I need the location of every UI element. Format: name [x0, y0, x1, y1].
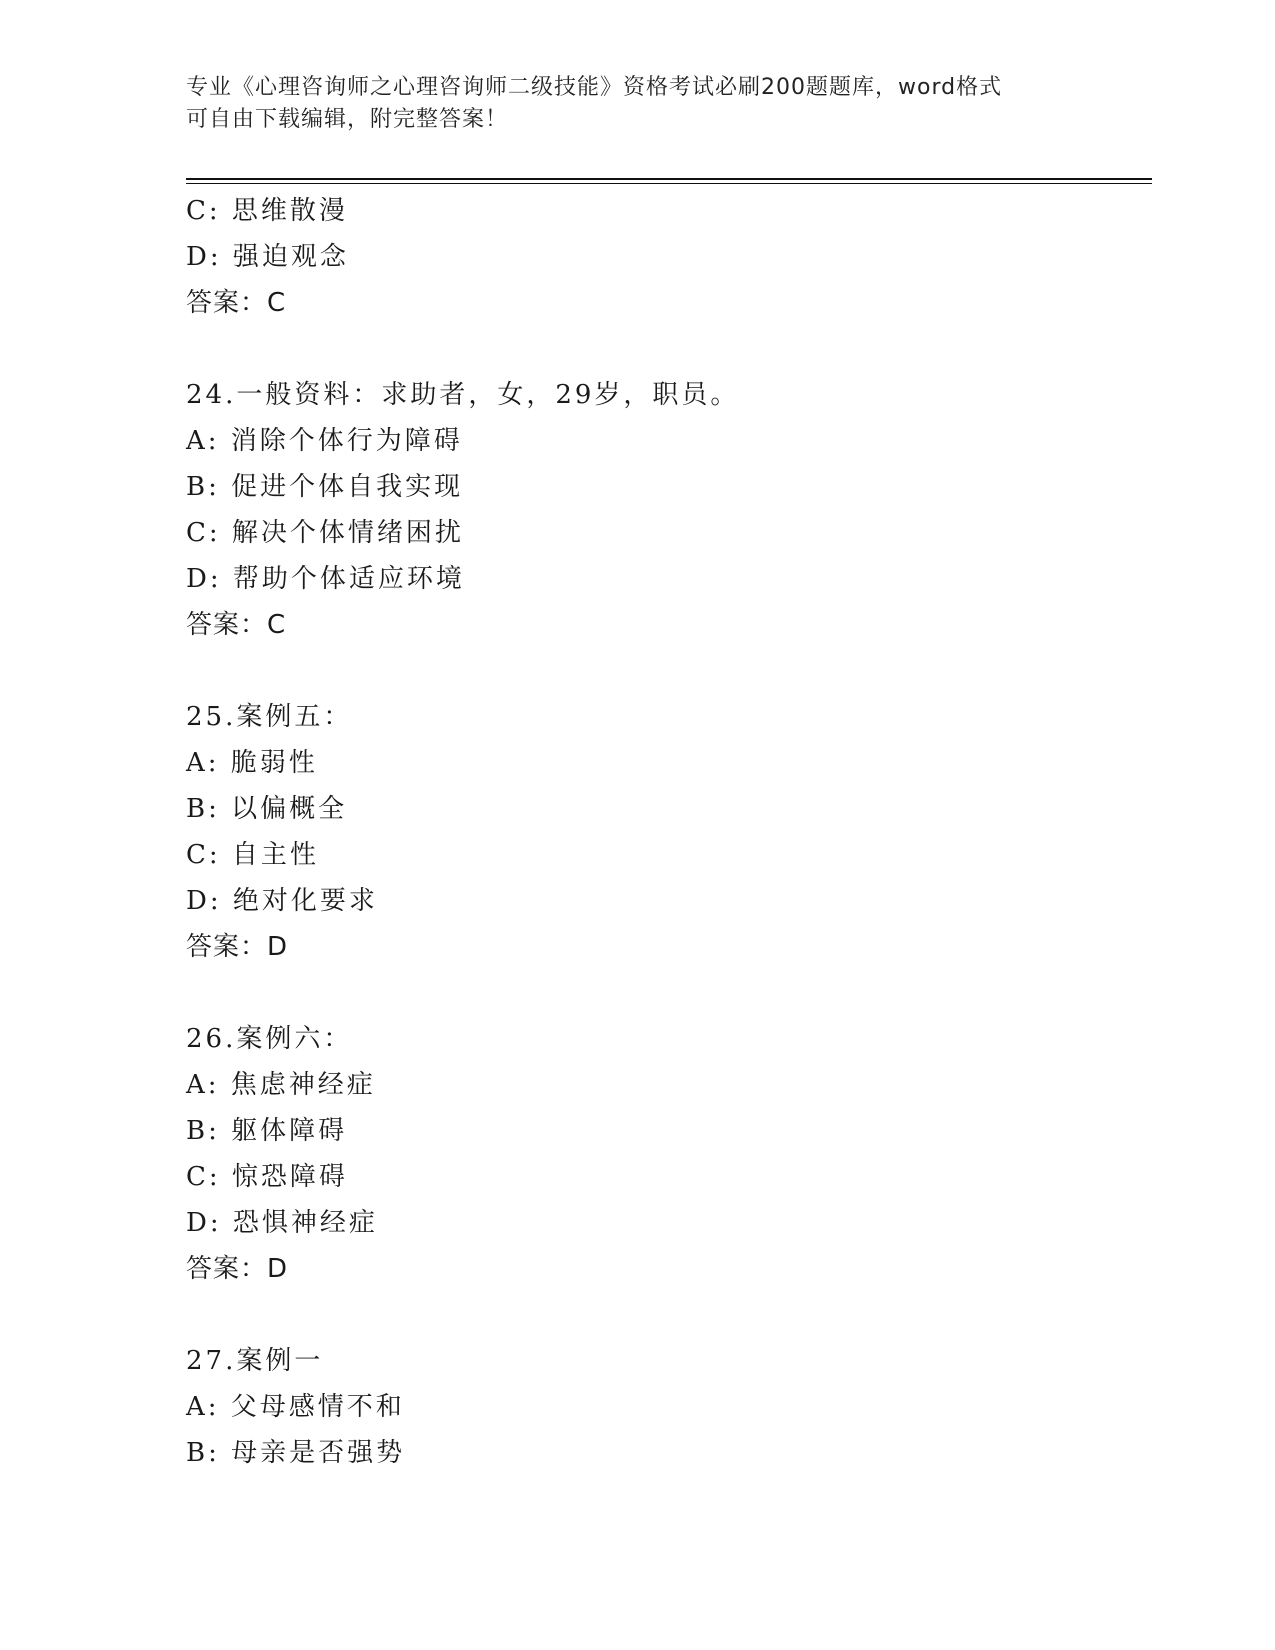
option-a: A: 脆弱性: [186, 748, 318, 778]
option-c: C: 解决个体情绪困扰: [186, 518, 464, 548]
answer-line: 答案：C: [186, 610, 287, 640]
question-block-25: [186, 694, 1146, 970]
answer-line: 答案：D: [186, 1254, 289, 1284]
answer-line: 答案：C: [186, 288, 287, 318]
question-block-27: [186, 1338, 1146, 1476]
option-d: D: 绝对化要求: [186, 886, 378, 916]
option-d: D: 强迫观念: [186, 242, 349, 272]
option-a: A: 焦虑神经症: [186, 1070, 376, 1100]
option-c: C: 思维散漫: [186, 196, 348, 226]
answer-line: 答案：D: [186, 932, 289, 962]
question-stem: 24.一般资料：求助者，女，29岁，职员。: [186, 380, 740, 410]
option-a: A: 消除个体行为障碍: [186, 426, 463, 456]
header-line-1: 专业《心理咨询师之心理咨询师二级技能》资格考试必刷200题题库，word格式: [186, 75, 1003, 100]
spacer: [186, 648, 1146, 694]
document-header: [186, 72, 1066, 136]
question-stem: 27.案例一: [186, 1346, 324, 1376]
question-list: [186, 188, 1146, 1476]
question-stem: 25.案例五：: [186, 702, 353, 732]
spacer: [186, 1292, 1146, 1338]
question-block-26: [186, 1016, 1146, 1292]
question-block-24: [186, 372, 1146, 648]
option-a: A: 父母感情不和: [186, 1392, 405, 1422]
option-c: C: 惊恐障碍: [186, 1162, 348, 1192]
question-block-continued: [186, 188, 1146, 326]
option-c: C: 自主性: [186, 840, 319, 870]
header-divider-thick: [186, 178, 1152, 180]
option-b: B: 母亲是否强势: [186, 1438, 406, 1468]
option-d: D: 帮助个体适应环境: [186, 564, 465, 594]
header-line-2: 可自由下载编辑，附完整答案！: [186, 107, 509, 132]
option-b: B: 以偏概全: [186, 794, 348, 824]
spacer: [186, 970, 1146, 1016]
option-b: B: 促进个体自我实现: [186, 472, 464, 502]
spacer: [186, 326, 1146, 372]
question-stem: 26.案例六：: [186, 1024, 353, 1054]
option-b: B: 躯体障碍: [186, 1116, 348, 1146]
option-d: D: 恐惧神经症: [186, 1208, 378, 1238]
header-divider-thin: [186, 183, 1152, 184]
